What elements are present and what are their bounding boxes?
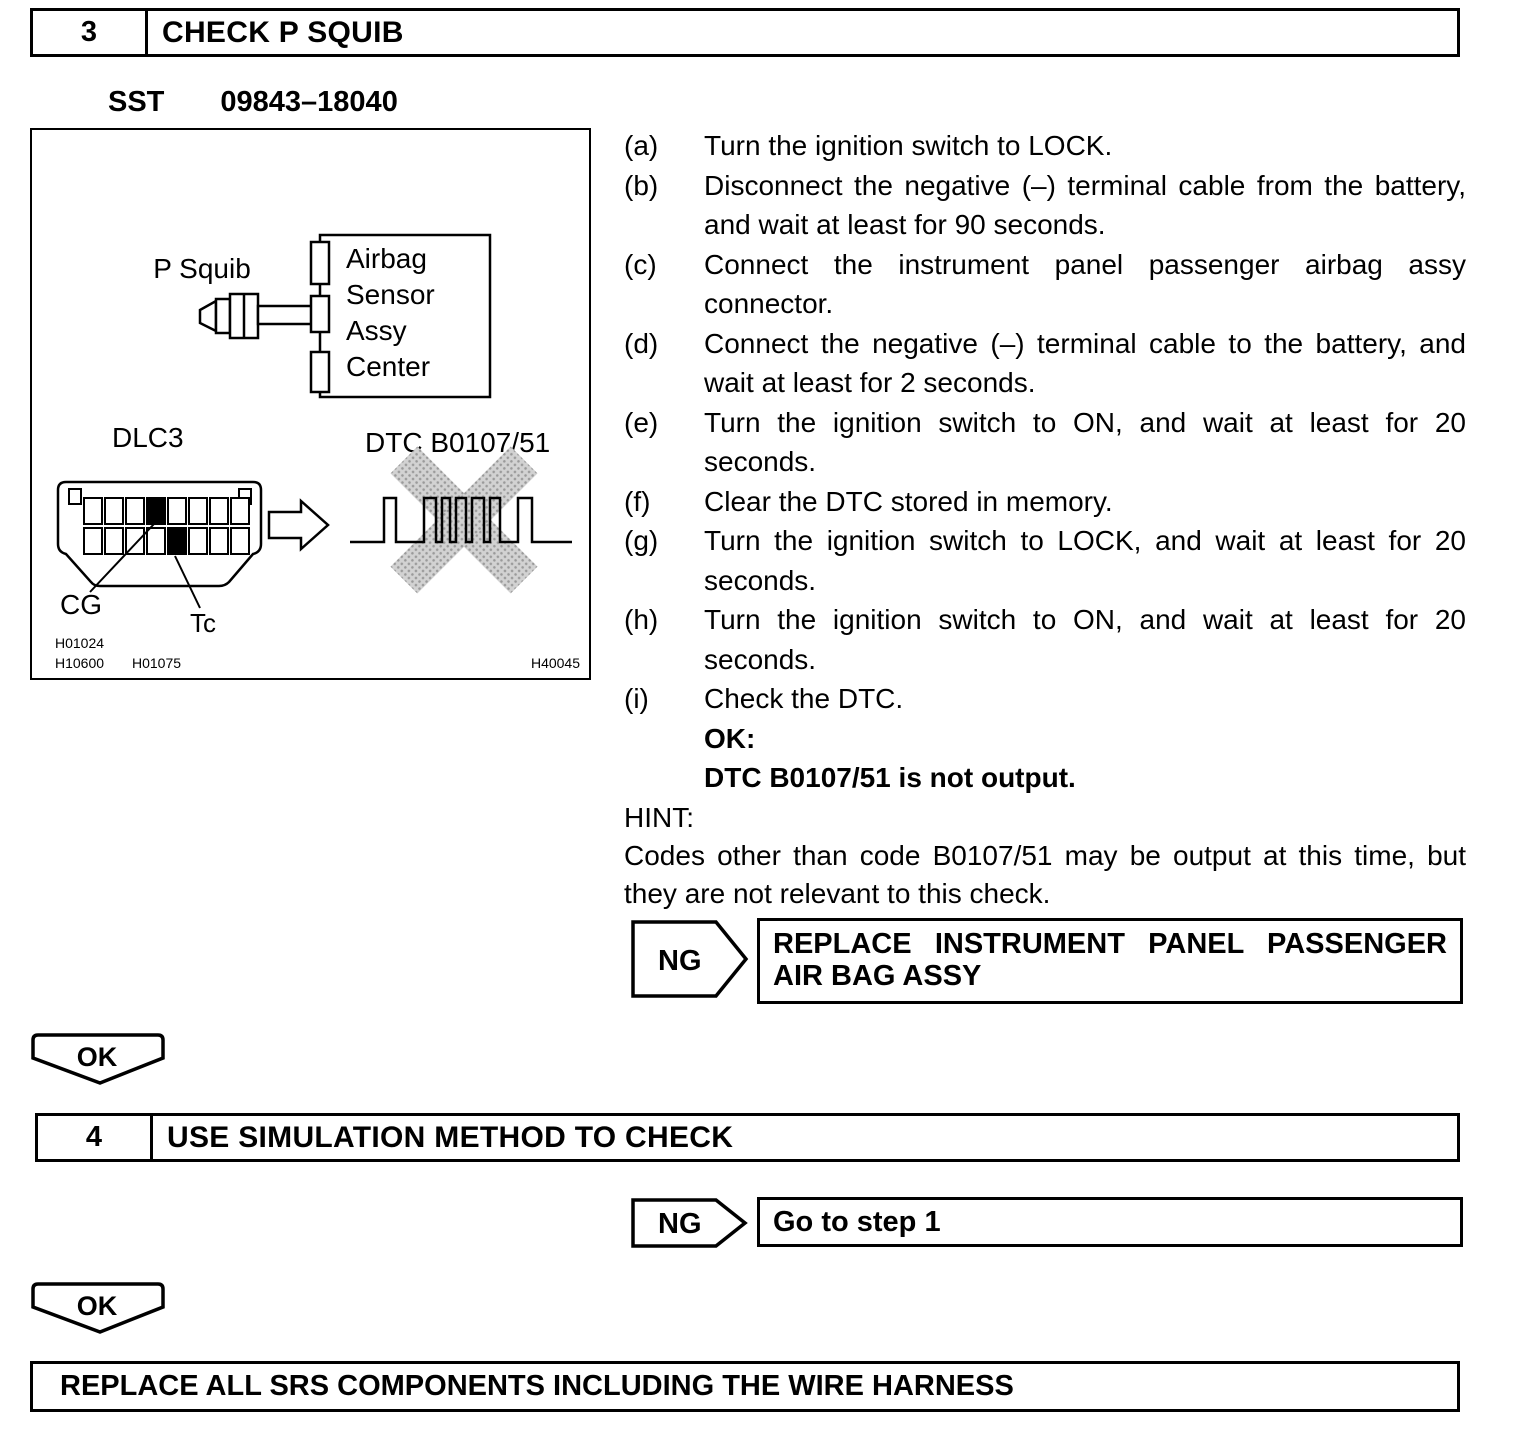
ok-label: OK [76,1291,118,1321]
list-item [624,166,1466,245]
ok-banner-shape [30,1032,166,1088]
instruction-label: (d) [624,327,659,359]
ref-code-h10600: H10600 [55,655,105,671]
instruction-text: Turn the ignition switch to LOCK, and wait at least for 20 seconds. [704,525,1466,596]
ng-action-line-2: AIR BAG ASSY [773,960,982,992]
sst-value: 09843–18040 [220,86,398,118]
airbag-sensor-box [311,235,490,397]
ok-branch-2 [30,1281,166,1337]
hint-label: HINT: [624,801,694,833]
ng-arrow-shape [630,1197,750,1249]
ng-label: NG [658,1208,702,1240]
list-item [624,126,1466,166]
step-4-header [35,1113,1460,1162]
instruction-list [624,126,1466,913]
ng-branch-1 [630,918,1463,1004]
p-squib-label: P Squib [153,253,251,284]
ok-banner-shape [30,1281,166,1337]
list-item [624,521,1466,600]
step-4-number: 4 [85,1121,103,1153]
right-arrow-icon [269,501,328,549]
list-item [624,600,1466,679]
instruction-label: (h) [624,604,659,635]
instruction-text: Connect the instrument panel passenger airbag assy connector. [704,248,1466,319]
ref-code-h40045: H40045 [530,655,580,671]
halftone-cross [390,446,537,593]
list-item [624,324,1466,403]
step-3-header [30,8,1460,57]
instruction-text: Turn the ignition switch to LOCK. [704,130,1113,161]
ng-action-line-1: REPLACE INSTRUMENT PANEL PASSENGER [773,928,1447,960]
list-item [624,482,1466,522]
ok-branch-1 [30,1032,166,1088]
instruction-text: Clear the DTC stored in memory. [704,485,1113,517]
p-squib-connector-drawing [200,294,320,338]
sensor-box-line-2: Sensor [346,279,435,310]
ng-arrow-shape [630,918,750,1000]
instruction-text: Turn the ignition switch to ON, and wait at least for 20 seconds. [704,406,1466,477]
ng-action-box [757,918,1463,1004]
ng-label: NG [658,945,702,977]
list-item [624,403,1466,482]
instruction-label: (e) [624,406,659,438]
final-action-box [30,1361,1460,1412]
instruction-label: (g) [624,525,659,556]
figure-box [30,128,591,680]
ng-branch-2 [630,1197,1463,1249]
instruction-text: Connect the negative (–) terminal cable to the battery, and wait at least for 2 seconds. [704,327,1466,398]
hint-text: Codes other than code B0107/51 may be output at this time, but they are not relevant to this check. [624,840,1466,909]
sst-line [108,86,398,119]
ref-code-h01024: H01024 [55,635,105,651]
dlc3-label: DLC3 [112,422,184,453]
ng-action-text: Go to step 1 [773,1205,941,1238]
sensor-box-line-4: Center [346,351,431,382]
instruction-label: (f) [624,485,651,517]
sensor-box-line-1: Airbag [346,243,427,274]
ok-criteria-text: DTC B0107/51 is not output. [704,762,1076,793]
ok-criteria-label: OK: [704,722,756,754]
ref-code-h01075: H01075 [132,655,182,671]
ok-label: OK [76,1042,118,1072]
dtc-label: DTC B0107/51 [365,427,551,458]
step-3-number: 3 [80,16,98,48]
sst-label: SST [108,86,165,118]
instruction-text: Check the DTC. [704,683,904,714]
tc-label: Tc [190,608,216,638]
cg-label: CG [60,589,102,620]
step-3-title: CHECK P SQUIB [162,15,404,49]
instruction-text: Turn the ignition switch to ON, and wait at least for 20 seconds. [704,604,1466,675]
instruction-text: Disconnect the negative (–) terminal cable from the battery, and wait at least for 90 seconds. [704,169,1466,240]
ng-action-box [757,1197,1463,1247]
final-action-text: REPLACE ALL SRS COMPONENTS INCLUDING THE WIRE HARNESS [60,1370,1014,1402]
list-item [624,679,1466,719]
list-item [624,245,1466,324]
instruction-label: (a) [624,130,659,161]
instruction-label: (i) [624,683,649,714]
step-4-title: USE SIMULATION METHOD TO CHECK [167,1120,734,1154]
instruction-label: (c) [624,248,657,280]
sensor-box-line-3: Assy [346,315,407,346]
instruction-label: (b) [624,169,659,201]
figure-drawing [32,130,589,678]
